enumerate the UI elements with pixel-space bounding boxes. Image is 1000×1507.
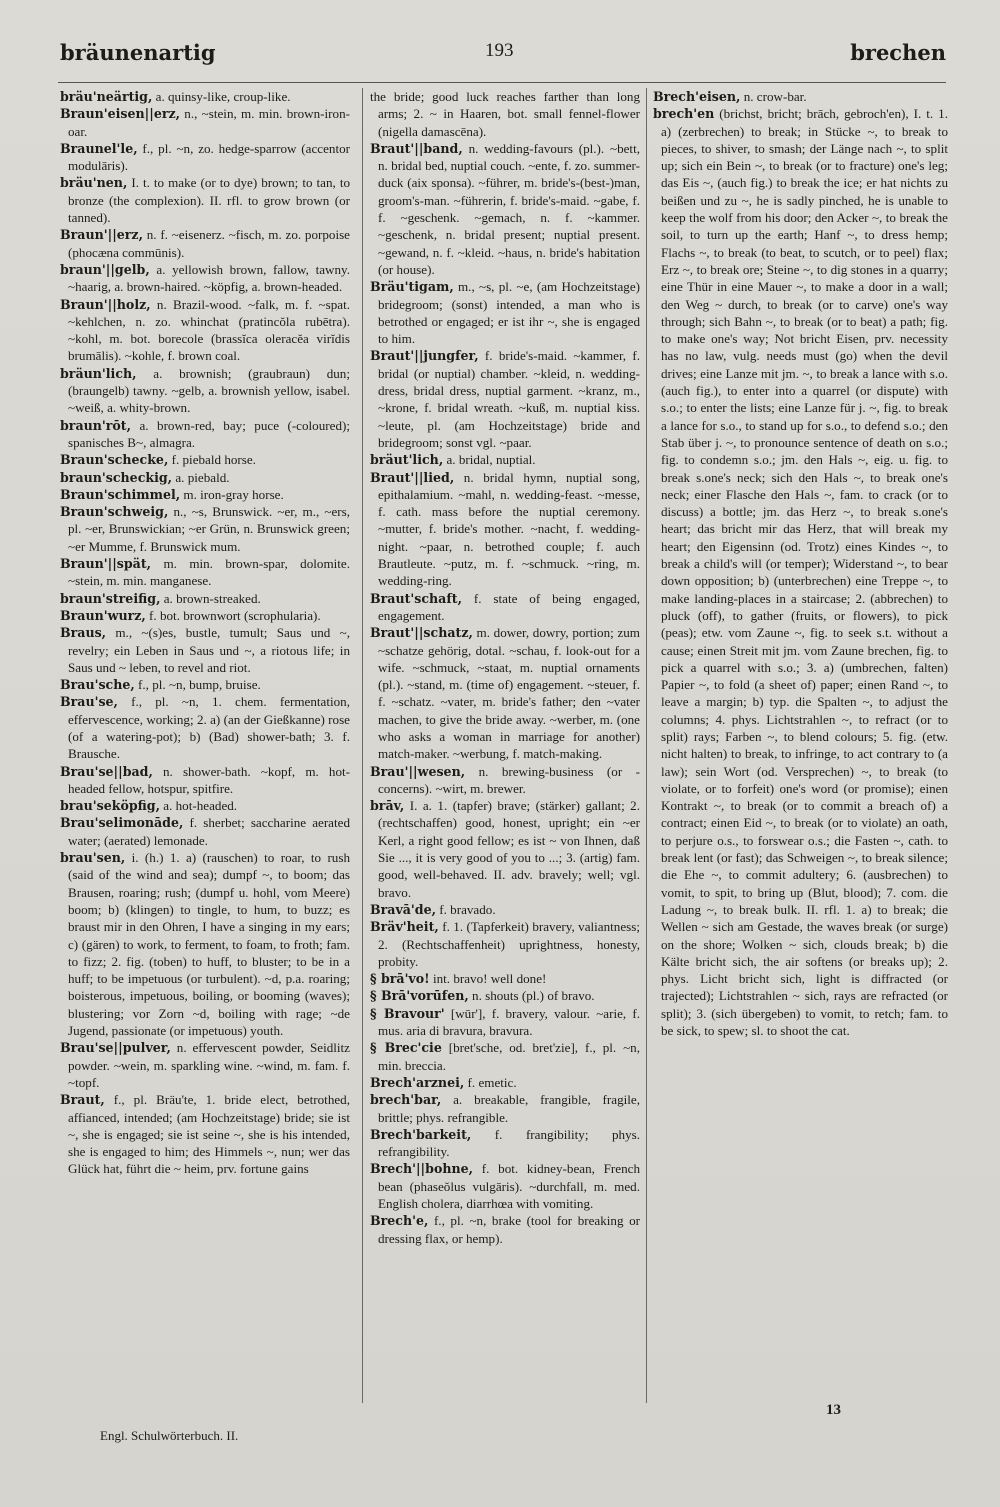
footer-imprint: Engl. Schulwörterbuch. II. [100, 1428, 239, 1443]
dictionary-entry [60, 417, 350, 452]
entry-headword: brech'en [653, 106, 715, 122]
entry-headword: Brech'||bohne, [370, 1161, 474, 1177]
entry-definition: f. bot. brownwort (scrophularia). [145, 607, 321, 623]
entry-definition: a. brownish; (graubraun) dun; (braungelb) tawny. ~gelb, a. brownish yellow, isabel. ~weiß, a. whity-brown. [68, 365, 350, 416]
entry-definition: a. quinsy-like, croup-like. [152, 89, 291, 104]
dictionary-entry [370, 278, 640, 347]
dictionary-entry [60, 261, 350, 296]
entry-headword: Braun'eisen||erz, [60, 106, 181, 122]
entry-headword: Bräu'tigam, [370, 279, 454, 295]
dictionary-entry [370, 1212, 640, 1247]
entry-headword: Brau'se||bad, [60, 763, 153, 779]
entry-definition: n., ~s, Brunswick. ~er, m., ~ers, pl. ~er, Brunswickian; ~er Grün, n. Brunswick green; ~er Mumme, f. Brunswick mum. [68, 504, 350, 554]
entry-definition: a. brown-red, bay; puce (-coloured); spanisches B~, almagra. [68, 417, 350, 450]
entry-definition: f., pl. ~n, 1. chem. fermentation, effervescence, working; 2. a) (an der Gießkanne) rose (of a watering-pot); b) (Bad) shower-bath; 3. f. Brausche. [68, 694, 350, 762]
header-rule [58, 82, 946, 83]
dictionary-entry [653, 105, 948, 1039]
entry-headword: Braut'||lied, [370, 469, 455, 485]
dictionary-entry [370, 763, 640, 798]
dictionary-entry [370, 88, 640, 140]
entry-headword: Brau'||wesen, [370, 763, 466, 779]
entry-definition: n. brewing-business (or -concerns). ~wirt, m. brewer. [378, 763, 640, 796]
entry-headword: Brech'eisen, [653, 89, 741, 104]
dictionary-entry [60, 451, 350, 468]
entry-definition: m., ~(s)es, bustle, tumult; Saus und ~, revelry; ein Leben in Saus und ~, a riotous life; in Saus und ~ leben, to revel and riot. [68, 625, 350, 675]
dictionary-entry [60, 226, 350, 261]
entry-definition: n., ~stein, m. min. brown-iron-oar. [68, 106, 350, 139]
dictionary-entry [370, 1091, 640, 1126]
column-left [60, 88, 350, 1448]
dictionary-entry [60, 624, 350, 676]
entry-headword: Braun'schweig, [60, 504, 169, 520]
dictionary-entry [370, 140, 640, 278]
entry-definition: a. hot-headed. [160, 798, 238, 814]
entry-definition: [wūr'], f. bravery, valour. ~arie, f. mus. aria di bravura, bravura. [378, 1005, 640, 1039]
entry-headword: braun'rōt, [60, 417, 132, 433]
dictionary-entry [653, 88, 948, 105]
entry-definition: f. frangibility; phys. refrangibility. [378, 1126, 640, 1160]
dictionary-entry [60, 763, 350, 798]
dictionary-entry [370, 970, 640, 987]
entry-definition: f. piebald horse. [168, 452, 256, 468]
dictionary-entry [60, 849, 350, 1039]
dictionary-entry [60, 1091, 350, 1177]
dictionary-entry [60, 469, 350, 486]
entry-definition: n. f. ~eisenerz. ~fisch, m. zo. porpoise (phocæna commūnis). [68, 227, 350, 260]
dictionary-entry [60, 174, 350, 226]
entry-headword: Braun'||erz, [60, 227, 143, 243]
dictionary-entry [60, 296, 350, 365]
dictionary-entry [370, 987, 640, 1004]
entry-definition: f. sherbet; saccharine aerated water; (aerated) lemonade. [68, 815, 350, 848]
entry-headword: bräut'lich, [370, 452, 444, 468]
entry-definition: n. shouts (pl.) of bravo. [468, 988, 595, 1004]
entry-definition: f. bot. kidney-bean, French bean (phaseŏlus vulgāris). ~durchfall, m. med. English cholera, diarrhœa with vomiting. [378, 1161, 640, 1211]
entry-definition: a. piebald. [172, 469, 230, 485]
entry-headword: Brech'arznei, [370, 1074, 465, 1090]
entry-headword: bräu'neärtig, [60, 89, 153, 104]
entry-definition: f. 1. (Tapferkeit) bravery, valiantness; 2. (Rechtschaffenheit) uprightness, honesty, probity. [378, 919, 640, 969]
entry-headword: § Brā'vorūfen, [370, 988, 469, 1004]
entry-definition: f., pl. ~n, bump, bruise. [134, 677, 261, 693]
column-middle [370, 88, 640, 1418]
running-header [0, 40, 1000, 72]
dictionary-entry [60, 1039, 350, 1091]
entry-headword: Braun'wurz, [60, 607, 146, 623]
header-left-guideword: bräunenartig [60, 40, 216, 65]
signature-number: 13 [826, 1402, 841, 1418]
entry-headword: Brau'se, [60, 694, 118, 710]
dictionary-entry [370, 1039, 640, 1074]
dictionary-entry [60, 676, 350, 693]
page-number: 193 [485, 40, 514, 61]
dictionary-entry [370, 918, 640, 970]
column-divider [646, 88, 647, 1403]
column-divider [362, 88, 363, 1403]
header-right-guideword: brechen [850, 40, 946, 65]
dictionary-entry [60, 555, 350, 590]
dictionary-entry [370, 1005, 640, 1040]
entry-headword: Braut'||jungfer, [370, 348, 479, 364]
entry-headword: Braun'schimmel, [60, 486, 181, 502]
dictionary-entry [370, 797, 640, 901]
entry-definition: a. brown-streaked. [160, 590, 261, 606]
entry-definition: f., pl. ~n, brake (tool for breaking or dressing flax, or hemp). [378, 1213, 640, 1246]
dictionary-entry [370, 1074, 640, 1091]
dictionary-entry [60, 486, 350, 503]
entry-definition: I. t. to make (or to dye) brown; to tan, to bronze (the complexion). II. rfl. to grow brown (or tanned). [68, 175, 350, 226]
entry-definition: f. bravado. [435, 901, 496, 917]
dictionary-entry [60, 590, 350, 607]
dictionary-entry [370, 347, 640, 451]
entry-headword: brāv, [370, 798, 405, 814]
dictionary-entry [60, 365, 350, 417]
entry-definition: f. bride's-maid. ~kammer, f. bridal (or nuptial) chamber. ~kleid, n. wedding-dress, bridal dress, nuptial garment. ~kranz, m., ~krone, f. bridal wreath. ~kuß, m. nuptial kiss. ~leute, pl. (am Hochzeitstage) bride and bridegroom; sonst vgl. ~paar. [378, 348, 640, 450]
entry-definition: a. yellowish brown, fallow, tawny. ~haarig, a. brown-haired. ~köpfig, a. brown-headed. [68, 261, 350, 295]
entry-headword: Braun'schecke, [60, 452, 169, 468]
entry-headword: § brā'vo! [370, 971, 430, 987]
entry-definition: int. bravo! well done! [429, 971, 547, 987]
entry-headword: Braunel'le, [60, 140, 138, 156]
dictionary-entry [370, 469, 640, 590]
dictionary-entry [60, 88, 350, 105]
entry-headword: braun'streifig, [60, 590, 161, 606]
entry-definition: f. state of being engaged, engagement. [378, 590, 640, 623]
dictionary-entry [370, 1126, 640, 1161]
entry-headword: brau'seköpfig, [60, 798, 160, 814]
entry-headword: Bräv'heit, [370, 919, 439, 935]
entry-definition: m. dower, dowry, portion; zum ~schatze gehörig, dotal. ~schau, f. look-out for a wife. ~schmuck, ~staat, m. nuptial ornaments (pl.). ~stand, m. (time of) engagement. ~steuer, f. f. ~schatz. ~vater, m. bride's father; den ~vater machen, to give the bride away. ~werber, m. (one who asks a woman in marriage for another) match-maker. ~werbung, f. match-making. [378, 625, 640, 762]
entry-definition: a. breakable, frangible, fragile, brittle; phys. refrangible. [378, 1092, 640, 1125]
entry-headword: § Brec'cie [370, 1040, 442, 1056]
entry-headword: Brau'selimonāde, [60, 815, 184, 831]
entry-definition: f., pl. Bräu'te, 1. bride elect, betrothed, affianced, intended; (am Hochzeitstage) bride; sie ist ~, she is engaged; sie ist seine ~, she is his intended, she is engaged to him; des Himmels ~, nun; wer das Glück hat, führt die ~ heim, prv. fortune gains [68, 1092, 350, 1177]
entry-headword: bräun'lich, [60, 365, 137, 381]
entry-headword: Bravā'de, [370, 901, 436, 917]
dictionary-entry [60, 607, 350, 624]
dictionary-entry [370, 590, 640, 625]
entry-headword: Brech'barkeit, [370, 1126, 472, 1142]
dictionary-entry [60, 105, 350, 140]
entry-headword: Braut'||band, [370, 140, 463, 156]
dictionary-entry [60, 814, 350, 849]
dictionary-entry [370, 451, 640, 468]
entry-headword: Brau'se||pulver, [60, 1040, 171, 1056]
entry-headword: brech'bar, [370, 1092, 442, 1108]
entry-headword: Braus, [60, 625, 107, 641]
entry-headword: Brau'sche, [60, 677, 135, 693]
entry-definition: n. crow-bar. [740, 89, 807, 104]
entry-definition: I. a. 1. (tapfer) brave; (stärker) gallant; 2. (rechtschaffen) good, honest, upright; ein ~er Kerl, a right good fellow; es ist ~ von Ihnen, daß Sie ..., it is very good of you to ...; 3. (artig) fam. good, well-behaved. II. adv. bravely; well; vgl. bravo. [378, 798, 640, 900]
dictionary-entry [60, 693, 350, 762]
entry-headword: Braut'||schatz, [370, 625, 473, 641]
entry-definition: the bride; good luck reaches farther than long arms; 2. ~ in Haaren, bot. small fennel-flower (nigella damascēna). [370, 89, 640, 139]
entry-definition: n. wedding-favours (pl.). ~bett, n. bridal bed, nuptial couch. ~ente, f. zo. summer-duck (aix sponsa). ~führer, m. bride's-(best-)man, groom's-man. ~führerin, f. bride's-maid. ~gabe, f. f. ~geschenk. ~gemach, n. f. ~kammer. ~geschenk, n. bridal present; nuptial present. ~gewand, n. f. ~kleid. ~haus, n. bride's habitation (or house). [378, 140, 640, 277]
entry-definition: n. bridal hymn, nuptial song, epithalamium. ~mahl, n. wedding-feast. ~messe, f. cath. mass before the nuptial ceremony. ~mutter, f. bride's mother. ~nacht, f. wedding-night. ~paar, n. betrothed couple; f. auch Brautleute. ~putz, m. f. ~schmuck. ~ring, m. wedding-ring. [378, 469, 640, 589]
dictionary-entry [370, 901, 640, 918]
entry-definition: f. emetic. [464, 1074, 517, 1090]
entry-headword: bräu'nen, [60, 175, 128, 191]
column-right [653, 88, 948, 1393]
entry-definition: n. effervescent powder, Seidlitz powder. ~wein, m. sparkling wine. ~wind, m. fam. f. ~topf. [68, 1040, 350, 1090]
entry-definition: m. min. brown-spar, dolomite. ~stein, m. min. manganese. [68, 556, 350, 589]
entry-definition: m., ~s, pl. ~e, (am Hochzeitstage) bridegroom; (sonst) intended, a man who is betrothed or engaged; er ist ihr ~, she is engaged to him. [378, 279, 640, 347]
entry-headword: Brech'e, [370, 1213, 429, 1229]
entry-definition: [bret'sche, od. bret'zie], f., pl. ~n, min. breccia. [378, 1040, 640, 1073]
entry-headword: Braut, [60, 1092, 105, 1108]
entry-headword: Braun'||holz, [60, 296, 151, 312]
dictionary-entry [370, 624, 640, 762]
dictionary-entry [60, 503, 350, 555]
entry-headword: § Bravour' [370, 1005, 445, 1021]
entry-headword: Braut'schaft, [370, 590, 462, 606]
dictionary-entry [60, 140, 350, 175]
entry-definition: i. (h.) 1. a) (rauschen) to roar, to rush (said of the wind and sea); dumpf ~, to boom; das Brausen, roaring; rush; (dumpf u. hohl, vom Meere) boom; b) (klingen) to tingle, to hum, to buzz; es braust mir in den Ohren, I have a singing in my ears; c) (gären) to work, to ferment, to foam, to froth; fam. to fizz; 2. fig. (toben) to huff, to bluster; to be in a huff; to be impetuous (or turbulent). ~d, p.a. roaring; boisterous, impetuous, boiling, or booming (waves); blustering; vor Zorn ~d, boiling with rage; ~de Jugend, passionate (or impetuous) youth. [68, 850, 350, 1039]
entry-definition: (brichst, bricht; brāch, gebroch'en), I. t. 1. a) (zerbrechen) to break; in Stücke ~, to break to pieces, to shiver, to smash; der Länge nach ~, to split up; sich ein Bein ~, to break (or to fracture) one's leg; das Eis ~, (auch fig.) to break the ice; er hat nichts zu beißen und zu ~, he is sadly pinched, he is unable to keep the wolf from his door; den Acker ~, to break the soil, to turn up the earth; Hanf ~, to dress hemp; Flachs ~, to break (to beat, to scutch, or to peel) flax; Erz ~, to break ore; Steine ~, to dig stones in a quarry; eine Thür in eine Mauer ~, to make a door in a wall; den Weg ~ durch, to break (or to carve) one's way through; sich Bahn ~, to break (or to beat) a path; fig. to make one's way; Not bricht Eisen, prv. necessity has no law, vulg. needs must (go) when the devil drives; eine Lanze mit jm. ~, to break a lance with s.o. (auch fig.), to enter into a quarrel (or dispute) with s.o.; to enter the lists; eine Lanze für j. ~, fig. to break a lance for s.o., to stand up for s.o., to defend s.o.; den Stab über j. ~, to pronounce sentence of death on s.o.; fig. to condemn s.o.; jm. den Hals ~, eig. u. fig. to break s.one's neck; sich den Hals ~, to break one's neck; einer Flasche den Hals ~, fam. to crack (or to discuss) a bottle; jm. das Herz ~, to break s.one's heart; das bricht mir das Herz, that will break my heart; den Eigensinn (od. Trotz) eines Kindes ~, to break a child's will (or temper); Widerstand ~, to bear down opposition; b) (unterbrechen) eine Treppe ~, to make landing-places in a staircase; 2. (abbrechen) to pluck (off), to gather (fruits, or flowers), to pick (peas); etw. vom Zaune ~, fig. to seek s.t. without a cause; einen Streit mit jm. vom Zaune brechen, fig. to pick a quarrel with s.o.; 3. a) (umbrechen, falten) Papier ~, to fold (a sheet of) paper; einen Rand ~, to leave a margin; b) typ. die Spalten ~, to adjust the columns; 4. phys. Lichtstrahlen ~, to refract (or to split) rays; Farben ~, to blend colours; 5. fig. (etw. nicht halten) to break, to infringe, to act contrary to (a law); sein Wort (od. Versprechen) ~, to break (to violate, or to forfeit) one's word (or promise); einen Kontrakt ~, to break (or to commit a breach of) a contract; einen Eid ~, to break (or to violate) an oath, to perjure o.s., to forswear o.s.; die Fasten ~, cath. to break lent (or fast); das Schweigen ~, to break silence; die Ehe ~, to commit adultery; 6. (ausbrechen) to vomit, to spit, to bring up (Blut, blood); 7. com. die Ladung ~, to break bulk. II. rfl. 1. a) to break; die Wellen ~ sich am Gestade, the waves break (or surge) on the shore; Wolken ~ sich, clouds break; b) die Kälte bricht sich, the air softens (or breaks up); 2. phys. Licht bricht sich, light is diffracted (or trajected); Lichtstrahlen ~ sich, rays are refracted (or split); 3. (sich übergeben) to vomit, to retch; fam. to be sick, to spew; sl. to shoot the cat. [661, 106, 948, 1039]
dictionary-entry [60, 797, 350, 814]
entry-headword: brau'sen, [60, 850, 126, 866]
entry-headword: braun'scheckig, [60, 469, 173, 485]
dictionary-entry [370, 1160, 640, 1212]
entry-definition: f., pl. ~n, zo. hedge-sparrow (accentor modulāris). [68, 140, 350, 174]
entry-definition: n. shower-bath. ~kopf, m. hot-headed fellow, hotspur, spitfire. [68, 763, 350, 796]
entry-definition: n. Brazil-wood. ~falk, m. f. ~spat. ~kehlchen, n. zo. whinchat (pratincŏla rubētra). ~kohl, m. bot. borecole (brassĭca oleracĕa virĭdis brumālis). ~kohle, f. brown coal. [68, 296, 350, 364]
entry-headword: braun'||gelb, [60, 261, 150, 277]
entry-definition: a. bridal, nuptial. [443, 452, 536, 468]
entry-headword: Braun'||spät, [60, 556, 152, 572]
entry-definition: m. iron-gray horse. [180, 486, 284, 502]
